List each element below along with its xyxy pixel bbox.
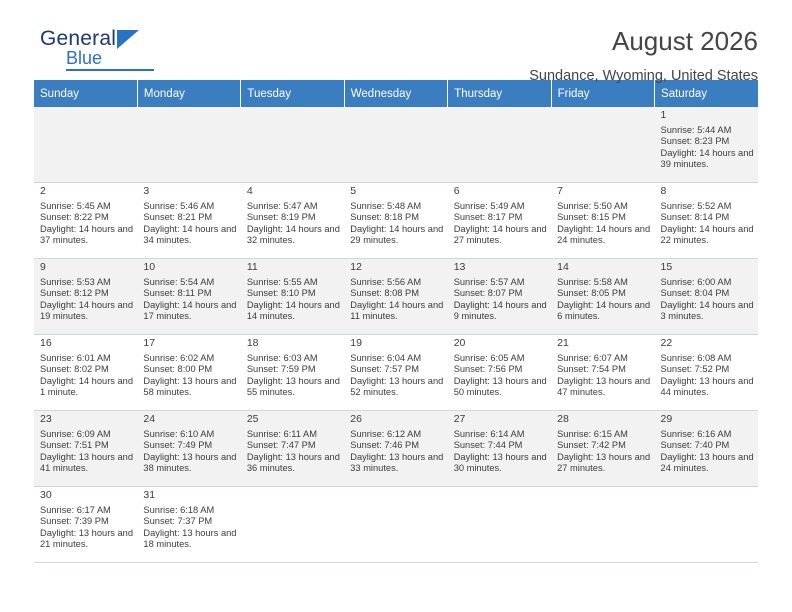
day-number: 26 [350,413,362,425]
calendar-day-cell[interactable] [655,107,758,183]
sunset-text: Sunset: 7:42 PM [557,440,626,451]
calendar-body [34,107,758,563]
daylight-text: Daylight: 13 hours and 58 minutes. [143,375,237,398]
weekday-header-tuesday: Tuesday [241,80,344,107]
daylight-text: Daylight: 13 hours and 36 minutes. [246,451,340,474]
daylight-text: Daylight: 14 hours and 11 minutes. [350,299,444,322]
calendar-cell-empty [344,487,447,563]
daylight-text: Daylight: 14 hours and 27 minutes. [453,223,547,246]
sunset-text: Sunset: 7:51 PM [40,440,109,451]
day-number: 17 [143,337,156,349]
sunset-text: Sunset: 8:04 PM [660,288,730,299]
day-number: 1 [660,109,667,121]
sunset-text: Sunset: 8:21 PM [143,212,213,223]
daylight-text: Daylight: 13 hours and 33 minutes. [350,451,444,474]
sunset-text: Sunset: 7:49 PM [143,440,213,451]
day-number: 25 [246,413,259,425]
page-header [34,0,758,84]
sunset-text: Sunset: 7:52 PM [660,364,730,375]
day-number: 30 [40,489,52,501]
day-number: 13 [453,261,466,273]
day-number: 6 [453,185,460,197]
sunset-text: Sunset: 8:00 PM [143,364,213,375]
sunrise-text: Sunrise: 6:16 AM [660,428,732,439]
daylight-text: Daylight: 14 hours and 39 minutes. [660,147,754,170]
daylight-text: Daylight: 14 hours and 29 minutes. [350,223,444,246]
calendar-day-cell[interactable] [551,411,654,487]
weekday-header-friday: Friday [551,80,654,107]
calendar-day-cell[interactable] [551,259,654,335]
calendar-day-cell[interactable] [448,259,551,335]
calendar-cell-empty [137,107,240,183]
calendar-cell-empty [448,487,551,563]
daylight-text: Daylight: 14 hours and 32 minutes. [246,223,340,246]
logo [40,28,210,71]
daylight-text: Daylight: 13 hours and 44 minutes. [660,375,754,398]
calendar-day-cell[interactable] [34,259,137,335]
day-number: 27 [453,413,466,425]
sunrise-text: Sunrise: 5:53 AM [40,276,111,287]
sunrise-text: Sunrise: 5:47 AM [246,200,318,211]
sunset-text: Sunset: 8:17 PM [453,212,523,223]
sunset-text: Sunset: 7:46 PM [350,440,419,451]
daylight-text: Daylight: 14 hours and 9 minutes. [453,299,547,322]
sunrise-text: Sunrise: 5:50 AM [557,200,628,211]
day-number: 16 [40,337,52,349]
calendar-cell-empty [551,107,654,183]
day-number: 10 [143,261,156,273]
daylight-text: Daylight: 14 hours and 24 minutes. [557,223,651,246]
calendar-day-cell[interactable] [137,259,240,335]
calendar-day-cell[interactable] [241,259,344,335]
daylight-text: Daylight: 13 hours and 55 minutes. [246,375,340,398]
calendar-cell-empty [448,107,551,183]
day-number: 19 [350,337,362,349]
sunrise-text: Sunrise: 6:12 AM [350,428,422,439]
daylight-text: Daylight: 13 hours and 27 minutes. [557,451,651,474]
logo-general-text: General [40,27,117,50]
sunset-text: Sunset: 8:02 PM [40,364,109,375]
calendar-day-cell[interactable] [34,487,137,563]
calendar-week-row [34,107,758,183]
day-number: 21 [557,337,569,349]
day-number: 18 [246,337,259,349]
calendar-day-cell[interactable] [655,335,758,411]
day-number: 8 [660,185,667,197]
calendar-week-row [34,487,758,563]
sunrise-text: Sunrise: 6:04 AM [350,352,422,363]
day-number: 3 [143,185,150,197]
sunrise-text: Sunrise: 5:56 AM [350,276,422,287]
day-number: 2 [40,185,46,197]
sunset-text: Sunset: 8:07 PM [453,288,523,299]
day-number: 14 [557,261,569,273]
sunset-text: Sunset: 8:14 PM [660,212,730,223]
sunset-text: Sunset: 7:39 PM [40,516,109,527]
sunrise-text: Sunrise: 6:14 AM [453,428,525,439]
sunset-text: Sunset: 8:08 PM [350,288,419,299]
daylight-text: Daylight: 14 hours and 37 minutes. [40,223,134,246]
sunrise-text: Sunrise: 5:54 AM [143,276,215,287]
calendar-day-cell[interactable] [137,183,240,259]
daylight-text: Daylight: 13 hours and 21 minutes. [40,527,134,550]
sunset-text: Sunset: 7:37 PM [143,516,213,527]
daylight-text: Daylight: 14 hours and 34 minutes. [143,223,237,246]
sunset-text: Sunset: 7:47 PM [246,440,316,451]
logo-underline [66,69,154,71]
sunrise-text: Sunrise: 6:17 AM [40,504,111,515]
sunset-text: Sunset: 8:10 PM [246,288,316,299]
day-number: 11 [246,261,258,273]
calendar-day-cell[interactable] [344,411,447,487]
weekday-header-wednesday: Wednesday [344,80,447,107]
day-number: 4 [246,185,253,197]
daylight-text: Daylight: 13 hours and 30 minutes. [453,451,547,474]
sunrise-text: Sunrise: 6:01 AM [40,352,111,363]
day-number: 20 [453,337,466,349]
weekday-header-thursday: Thursday [448,80,551,107]
calendar-day-cell[interactable] [241,411,344,487]
daylight-text: Daylight: 13 hours and 50 minutes. [453,375,547,398]
day-number: 12 [350,261,362,273]
sunset-text: Sunset: 7:44 PM [453,440,523,451]
calendar-week-row [34,335,758,411]
sunset-text: Sunset: 7:40 PM [660,440,730,451]
daylight-text: Daylight: 13 hours and 38 minutes. [143,451,237,474]
page-title: August 2026 [611,26,758,56]
daylight-text: Daylight: 13 hours and 47 minutes. [557,375,651,398]
page-subtitle: Sundance, Wyoming, United States [529,68,758,84]
sunrise-text: Sunrise: 5:44 AM [660,124,732,135]
sunset-text: Sunset: 8:22 PM [40,212,109,223]
daylight-text: Daylight: 14 hours and 22 minutes. [660,223,754,246]
calendar-day-cell[interactable] [344,335,447,411]
sunrise-text: Sunrise: 5:49 AM [453,200,525,211]
sunrise-text: Sunrise: 6:10 AM [143,428,215,439]
title-block [529,26,758,85]
calendar-day-cell[interactable] [34,183,137,259]
sunrise-text: Sunrise: 6:15 AM [557,428,628,439]
calendar-day-cell[interactable] [655,411,758,487]
weekday-header-monday: Monday [137,80,240,107]
calendar-day-cell[interactable] [655,183,758,259]
sunrise-text: Sunrise: 6:18 AM [143,504,215,515]
sunrise-text: Sunrise: 5:58 AM [557,276,628,287]
sunrise-text: Sunrise: 6:02 AM [143,352,215,363]
day-number: 23 [40,413,52,425]
sunrise-text: Sunrise: 5:45 AM [40,200,111,211]
calendar-day-cell[interactable] [551,183,654,259]
sunset-text: Sunset: 8:15 PM [557,212,626,223]
daylight-text: Daylight: 13 hours and 52 minutes. [350,375,444,398]
daylight-text: Daylight: 13 hours and 18 minutes. [143,527,237,550]
sunset-text: Sunset: 8:12 PM [40,288,109,299]
calendar-day-cell[interactable] [448,411,551,487]
weekday-header-sunday: Sunday [34,80,137,107]
daylight-text: Daylight: 14 hours and 19 minutes. [40,299,134,322]
logo-flag-icon [117,30,139,49]
calendar-day-cell[interactable] [34,335,137,411]
calendar-day-cell[interactable] [241,335,344,411]
sunrise-text: Sunrise: 5:46 AM [143,200,215,211]
calendar-cell-empty [551,487,654,563]
calendar-cell-empty [34,107,137,183]
sunrise-text: Sunrise: 5:55 AM [246,276,318,287]
daylight-text: Daylight: 14 hours and 14 minutes. [246,299,340,322]
day-number: 24 [143,413,156,425]
day-number: 29 [660,413,673,425]
calendar-day-cell[interactable] [137,487,240,563]
sunset-text: Sunset: 8:19 PM [246,212,316,223]
calendar-week-row [34,183,758,259]
logo-blue-text: Blue [66,48,103,68]
calendar-day-cell[interactable] [344,183,447,259]
day-number: 22 [660,337,673,349]
day-number: 28 [557,413,569,425]
calendar-day-cell[interactable] [448,183,551,259]
calendar-cell-empty [344,107,447,183]
sunrise-text: Sunrise: 6:05 AM [453,352,525,363]
calendar-cell-empty [241,487,344,563]
calendar-week-row [34,259,758,335]
day-number: 15 [660,261,673,273]
calendar-day-cell[interactable] [137,411,240,487]
sunset-text: Sunset: 8:23 PM [660,136,730,147]
calendar-cell-empty [655,487,758,563]
sunrise-text: Sunrise: 6:03 AM [246,352,318,363]
calendar-week-row [34,411,758,487]
sunrise-text: Sunrise: 6:07 AM [557,352,628,363]
daylight-text: Daylight: 13 hours and 24 minutes. [660,451,754,474]
calendar-day-cell[interactable] [34,411,137,487]
daylight-text: Daylight: 14 hours and 1 minute. [40,375,134,398]
sunset-text: Sunset: 8:18 PM [350,212,419,223]
sunrise-text: Sunrise: 5:57 AM [453,276,525,287]
calendar-day-cell[interactable] [448,335,551,411]
day-number: 7 [557,185,563,197]
calendar-day-cell[interactable] [655,259,758,335]
sunset-text: Sunset: 7:56 PM [453,364,523,375]
daylight-text: Daylight: 14 hours and 3 minutes. [660,299,754,322]
calendar-day-cell[interactable] [137,335,240,411]
sunset-text: Sunset: 7:54 PM [557,364,626,375]
sunrise-text: Sunrise: 6:11 AM [246,428,317,439]
day-number: 31 [143,489,156,501]
sunrise-text: Sunrise: 5:52 AM [660,200,732,211]
weekday-header-saturday: Saturday [655,80,758,107]
daylight-text: Daylight: 14 hours and 17 minutes. [143,299,237,322]
calendar-day-cell[interactable] [241,183,344,259]
calendar-table [34,80,758,563]
calendar-cell-empty [241,107,344,183]
day-number: 5 [350,185,357,197]
sunrise-text: Sunrise: 6:08 AM [660,352,732,363]
sunset-text: Sunset: 8:11 PM [143,288,212,299]
sunset-text: Sunset: 8:05 PM [557,288,626,299]
calendar-day-cell[interactable] [551,335,654,411]
sunset-text: Sunset: 7:59 PM [246,364,316,375]
sunrise-text: Sunrise: 6:09 AM [40,428,111,439]
daylight-text: Daylight: 13 hours and 41 minutes. [40,451,134,474]
daylight-text: Daylight: 14 hours and 6 minutes. [557,299,651,322]
sunrise-text: Sunrise: 5:48 AM [350,200,422,211]
sunset-text: Sunset: 7:57 PM [350,364,419,375]
calendar-day-cell[interactable] [344,259,447,335]
day-number: 9 [40,261,46,273]
sunrise-text: Sunrise: 6:00 AM [660,276,732,287]
